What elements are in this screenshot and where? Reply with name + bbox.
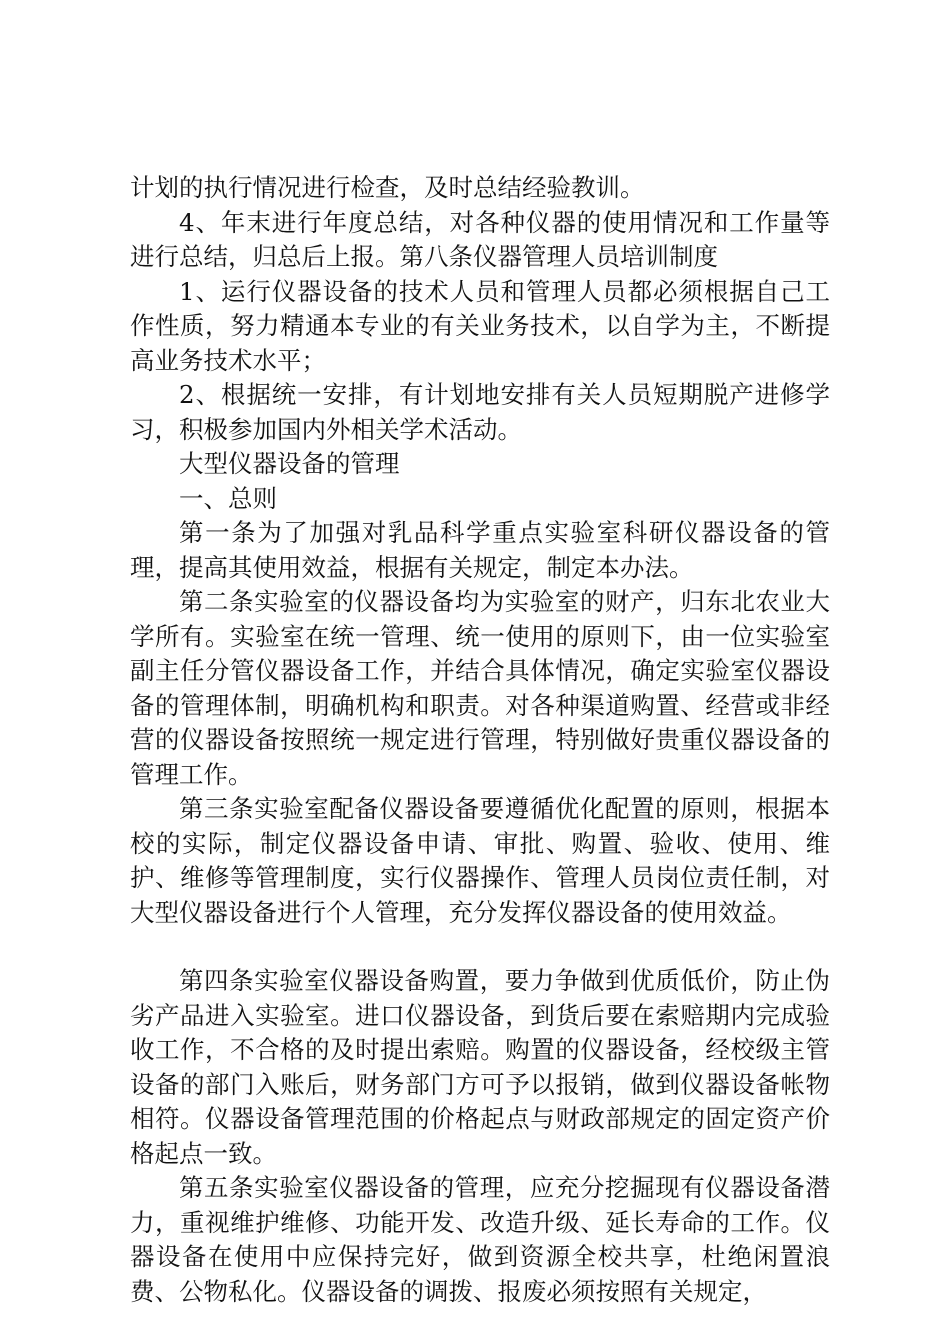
paragraph: 第五条实验室仪器设备的管理，应充分挖掘现有仪器设备潜力，重视维护维修、功能开发、改造升级、延长寿命的工作。仪器设备在使用中应保持完好，做到资源全校共享，杜绝闲置浪费、公物私化。仪器设备的调拨、报废必须按照有关规定， (130, 1173, 830, 1306)
paragraph: 第三条实验室配备仪器设备要遵循优化配置的原则，根据本校的实际，制定仪器设备申请、审批、购置、验收、使用、维护、维修等管理制度，实行仪器操作、管理人员岗位责任制，对大型仪器设备进行个人管理，充分发挥仪器设备的使用效益。 (130, 794, 830, 927)
paragraph: 2、根据统一安排，有计划地安排有关人员短期脱产进修学习，积极参加国内外相关学术活动。 (130, 380, 830, 444)
section-heading: 一、总则 (179, 483, 277, 513)
paragraph: 第二条实验室的仪器设备均为实验室的财产，归东北农业大学所有。实验室在统一管理、统一使用的原则下，由一位实验室副主任分管仪器设备工作，并结合具体情况，确定实验室仪器设备的管理体制，明确机构和职责。对各种渠道购置、经营或非经营的仪器设备按照统一规定进行管理，特别做好贵重仪器设备的管理工作。 (130, 587, 830, 789)
paragraph: 计划的执行情况进行检查，及时总结经验教训。 (130, 173, 645, 202)
document-body (130, 171, 830, 1309)
paragraph: 1、运行仪器设备的技术人员和管理人员都必须根据自己工作性质，努力精通本专业的有关业务技术，以自学为主，不断提高业务技术水平； (130, 276, 830, 375)
paragraph: 第一条为了加强对乳品科学重点实验室科研仪器设备的管理，提高其使用效益，根据有关规定，制定本办法。 (130, 518, 830, 582)
paragraph: 第四条实验室仪器设备购置，要力争做到优质低价，防止伪劣产品进入实验室。进口仪器设备，到货后要在索赔期内完成验收工作，不合格的及时提出索赔。购置的仪器设备，经校级主管设备的部门入账后，财务部门方可予以报销，做到仪器设备帐物相符。仪器设备管理范围的价格起点与财政部规定的固定资产价格起点一致。 (130, 966, 830, 1168)
paragraph: 4、年末进行年度总结，对各种仪器的使用情况和工作量等进行总结，归总后上报。第八条仪器管理人员培训制度 (130, 207, 830, 271)
section-heading: 大型仪器设备的管理 (179, 449, 400, 478)
blank-line (130, 930, 830, 964)
